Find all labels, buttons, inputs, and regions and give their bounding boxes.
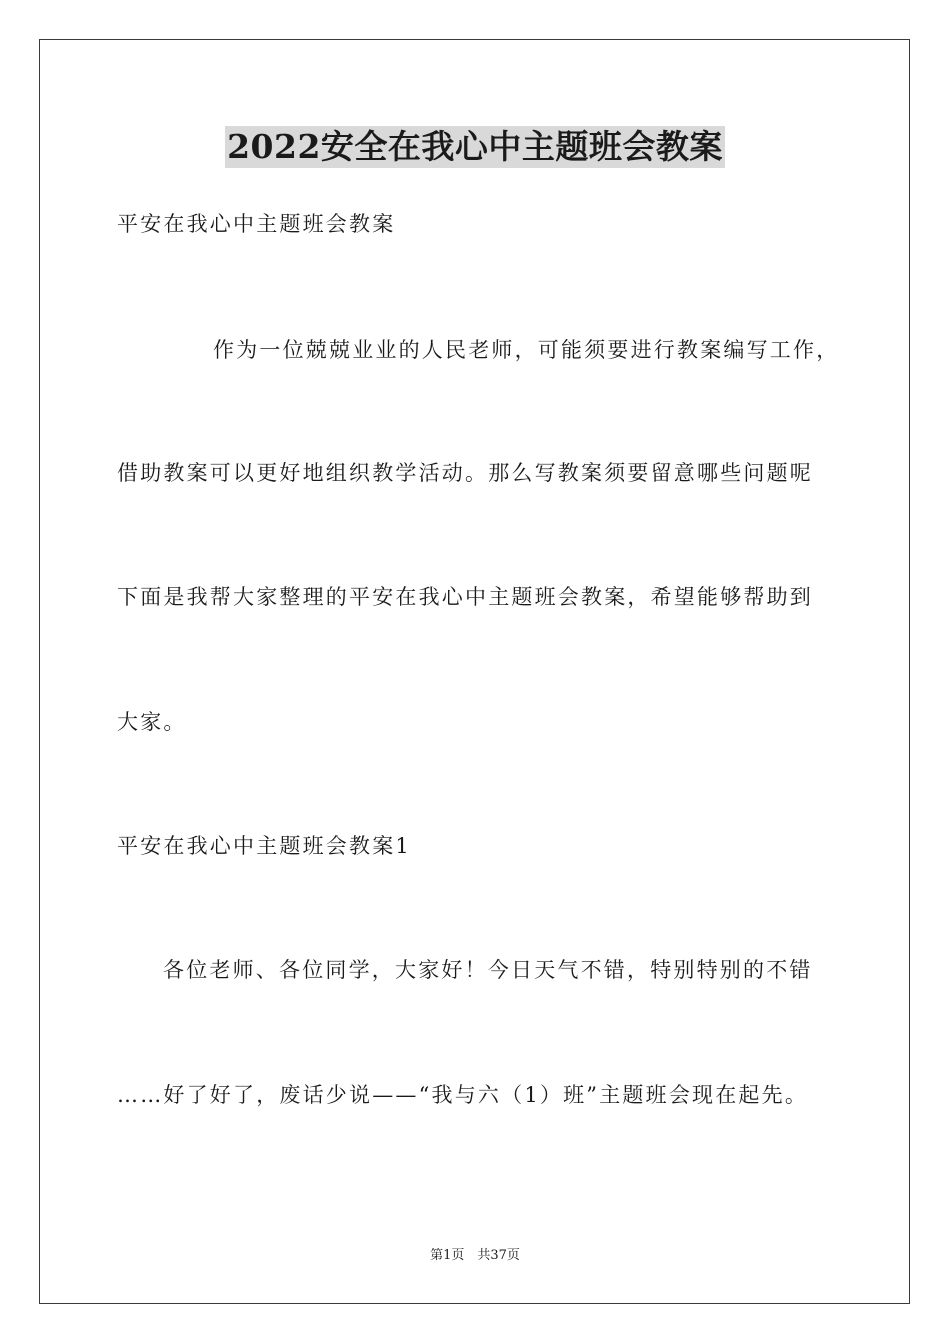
page-footer bbox=[0, 1247, 950, 1265]
document-title: 2022安全在我心中主题班会教案 bbox=[227, 127, 723, 166]
paragraph-line-3: 下面是我帮大家整理的平安在我心中主题班会教案，希望能够帮助到 bbox=[117, 585, 813, 609]
page-number: 第1页 共37页 bbox=[430, 1248, 520, 1263]
paragraph-line-2: 借助教案可以更好地组织教学活动。那么写教案须要留意哪些问题呢 bbox=[117, 461, 813, 485]
paragraph-line-1: 作为一位兢兢业业的人民老师，可能须要进行教案编写工作， bbox=[213, 338, 840, 362]
paragraph-line-4: 大家。 bbox=[117, 710, 187, 734]
subtitle-line: 平安在我心中主题班会教案 bbox=[117, 212, 396, 236]
title-container bbox=[0, 126, 950, 168]
paragraph-line-5: 各位老师、各位同学，大家好！今日天气不错，特别特别的不错 bbox=[163, 958, 813, 982]
paragraph-line-6: ……好了好了，废话少说——“我与六（1）班”主题班会现在起先。 bbox=[117, 1083, 809, 1107]
section-heading: 平安在我心中主题班会教案1 bbox=[117, 834, 411, 858]
